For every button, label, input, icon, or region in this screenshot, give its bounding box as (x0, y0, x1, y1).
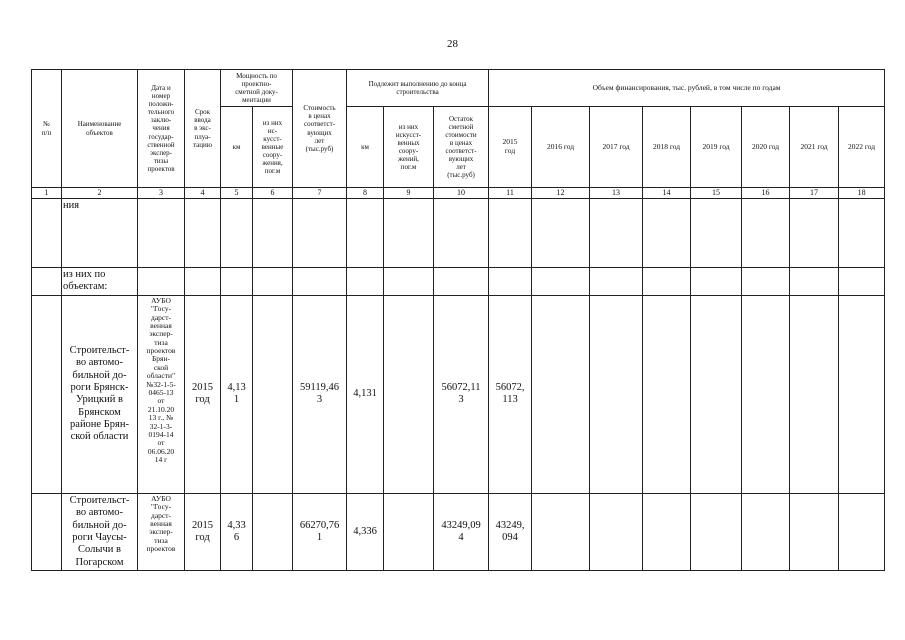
column-number: 6 (253, 188, 293, 199)
column-number: 8 (347, 188, 384, 199)
header-capacity: Мощность по проектно- сметной доку- ментации (221, 70, 293, 107)
column-number: 11 (489, 188, 532, 199)
column-number-row (32, 188, 885, 199)
column-number: 9 (384, 188, 434, 199)
column-number: 14 (643, 188, 691, 199)
header-row-top (32, 70, 885, 107)
column-number: 12 (532, 188, 590, 199)
header-remaining-structures: из них искусст- венных соору- жений, пог.м (384, 107, 434, 188)
header-year-2018: 2018 год (643, 107, 691, 188)
header-financing: Объем финансирования, тыс. рублей, в том числе по годам (489, 70, 885, 107)
object-expertise: АУБО "Госу- дарст- венная экспер- тиза проектов (138, 493, 185, 570)
object-financing-2015: 56072, 113 (489, 295, 532, 493)
object-remaining-structures (384, 493, 434, 570)
table-row (32, 199, 885, 268)
object-term: 2015 год (185, 493, 221, 570)
header-capacity-km: км (221, 107, 253, 188)
object-remaining-cost: 43249,09 4 (434, 493, 489, 570)
column-number: 13 (590, 188, 643, 199)
header-cost: Стоимость в ценах соответст- вующих лет (тыс.руб) (293, 70, 347, 188)
header-term: Срок ввода в экс- плуа- тацию (185, 70, 221, 188)
column-number: 5 (221, 188, 253, 199)
object-financing-2015: 43249, 094 (489, 493, 532, 570)
header-year-2022: 2022 год (839, 107, 885, 188)
column-number: 4 (185, 188, 221, 199)
column-number: 10 (434, 188, 489, 199)
construction-objects-table (31, 69, 885, 571)
object-capacity-structures (253, 493, 293, 570)
object-capacity-km: 4,33 6 (221, 493, 253, 570)
object-name: Строительст- во автомо- бильной до- роги Брянск- Урицкий в Брянском районе Брян- ской области (62, 295, 138, 493)
object-remaining-structures (384, 295, 434, 493)
header-year-2016: 2016 год (532, 107, 590, 188)
column-number: 2 (62, 188, 138, 199)
object-remaining-cost: 56072,11 3 (434, 295, 489, 493)
header-remaining: Подлежит выполнению до конца строительства (347, 70, 489, 107)
continuation-text: ния (62, 199, 138, 268)
object-term: 2015 год (185, 295, 221, 493)
object-cost: 59119,46 3 (293, 295, 347, 493)
table-row (32, 295, 885, 493)
object-capacity-structures (253, 295, 293, 493)
column-number: 18 (839, 188, 885, 199)
column-number: 16 (742, 188, 790, 199)
header-year-2021: 2021 год (790, 107, 839, 188)
header-year-2017: 2017 год (590, 107, 643, 188)
header-year-2015: 2015 год (489, 107, 532, 188)
column-number: 3 (138, 188, 185, 199)
object-name: Строительст- во автомо- бильной до- роги Чаусы- Солычи в Погарском (62, 493, 138, 570)
column-number: 15 (691, 188, 742, 199)
object-remaining-km: 4,131 (347, 295, 384, 493)
table-row (32, 268, 885, 296)
object-capacity-km: 4,13 1 (221, 295, 253, 493)
header-capacity-structures: из них ис- кусст- венные соору- жения, пог.м (253, 107, 293, 188)
header-remaining-cost: Остаток сметной стоимости в ценах соответст- вующих лет (тыс.руб) (434, 107, 489, 188)
object-expertise: АУБО "Госу- дарст- венная экспер- тиза проектов Брян- ской области" №32-1-5- 0465-13 от 21.10.20 13 г., № 32-1-3- 0194-14 от 06.06.20 14 г (138, 295, 185, 493)
header-remaining-km: км (347, 107, 384, 188)
object-remaining-km: 4,336 (347, 493, 384, 570)
column-number: 17 (790, 188, 839, 199)
object-cost: 66270,76 1 (293, 493, 347, 570)
header-year-2019: 2019 год (691, 107, 742, 188)
header-num: № п/п (32, 70, 62, 188)
column-number: 7 (293, 188, 347, 199)
header-expertise: Дата и номер положи- тельного заклю- чения государ- ственной экспер- тизы проектов (138, 70, 185, 188)
subheader-text: из них по объектам: (62, 268, 138, 296)
table-row (32, 493, 885, 570)
header-name: Наименование объектов (62, 70, 138, 188)
column-number: 1 (32, 188, 62, 199)
header-year-2020: 2020 год (742, 107, 790, 188)
page-number: 28 (447, 38, 458, 50)
